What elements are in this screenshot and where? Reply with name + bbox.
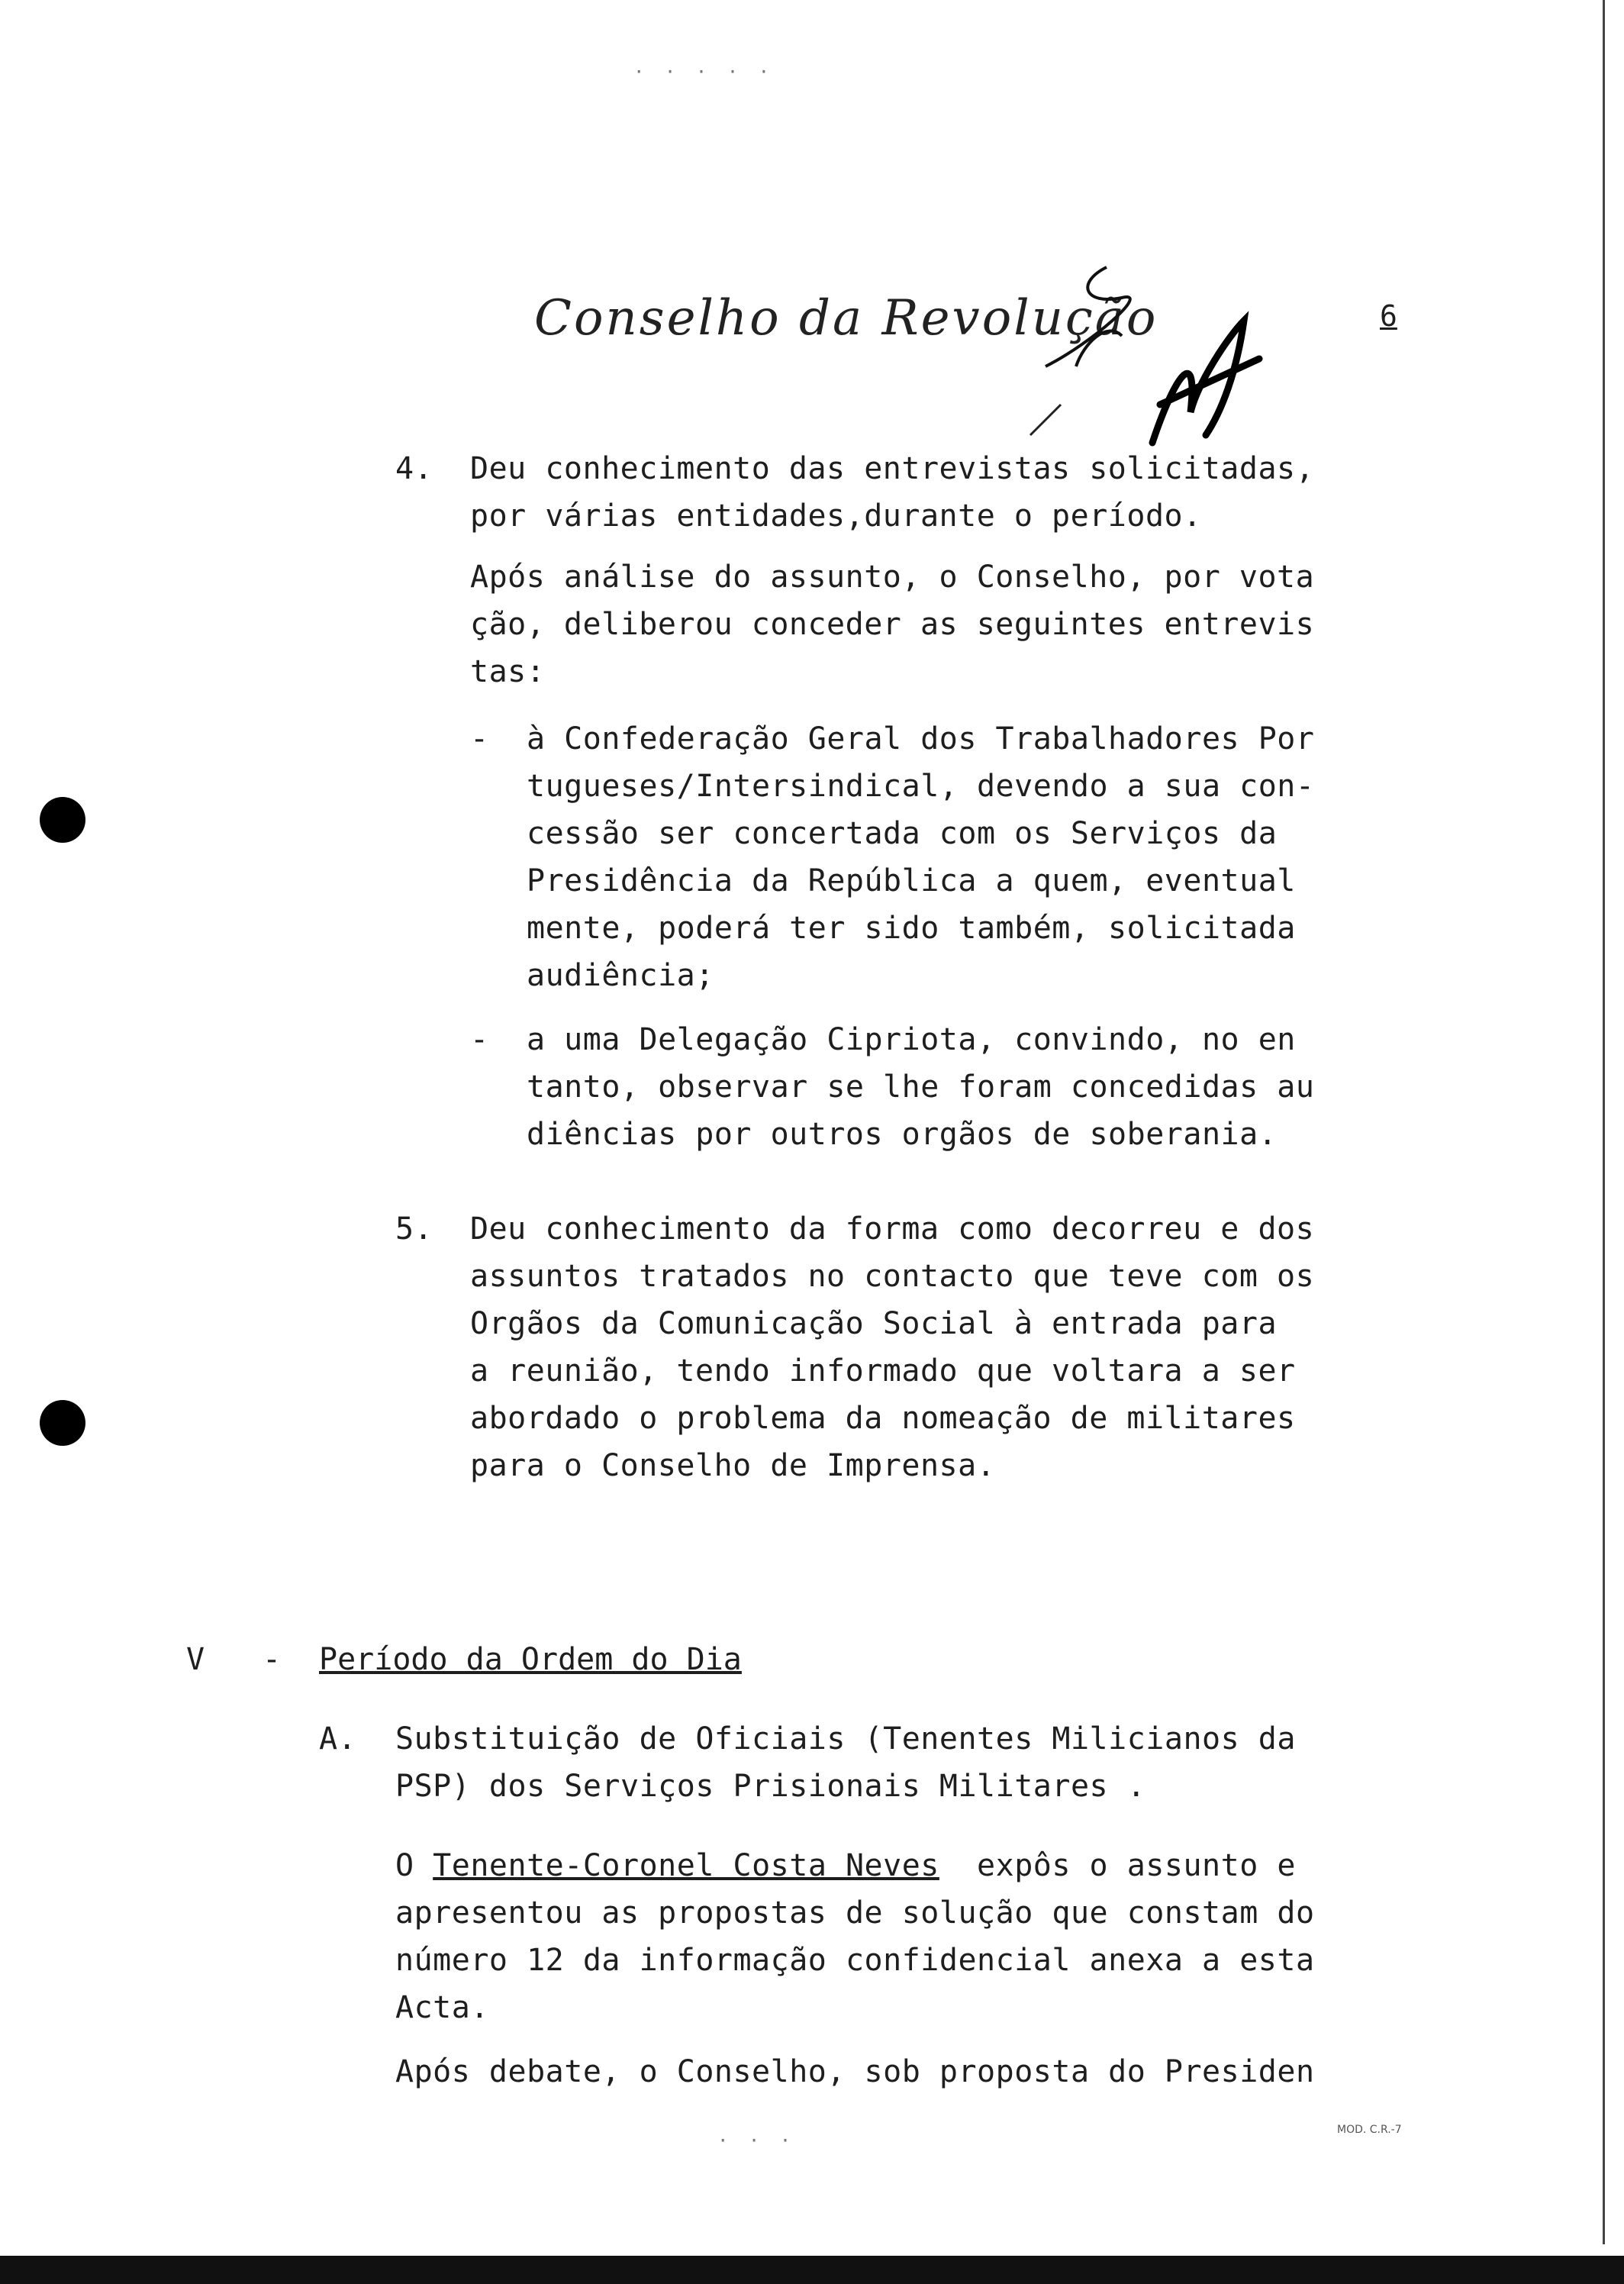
item5-line4: a reunião, tendo informado que voltara a ser <box>470 1353 1296 1389</box>
item5-line5: abordado o problema da nomeação de militares <box>470 1401 1296 1436</box>
section-title: Período da Ordem do Dia <box>319 1642 742 1677</box>
section-roman: V <box>186 1642 205 1677</box>
bottom-scan-edge <box>0 2256 1624 2284</box>
subA-para1-line4: Acta. <box>395 1990 489 2025</box>
subA-letter: A. <box>319 1721 357 1757</box>
item5-number: 5. <box>395 1211 433 1247</box>
item5-line2: assuntos tratados no contacto que teve com os <box>470 1259 1315 1294</box>
item4-para2-line3: tas: <box>470 654 546 689</box>
bullet1-line3: cessão ser concertada com os Serviços da <box>527 816 1278 851</box>
form-code: MOD. C.R.-7 <box>1337 2124 1402 2136</box>
scan-noise: · · · · · <box>633 61 775 82</box>
bullet1-line4: Presidência da República a quem, eventual <box>527 863 1296 898</box>
item4-number: 4. <box>395 451 433 486</box>
scan-noise-bottom: · · · <box>717 2130 796 2151</box>
item4-line2: por várias entidades,durante o período. <box>470 498 1202 534</box>
item5-line6: para o Conselho de Imprensa. <box>470 1448 996 1483</box>
item5-line1: Deu conhecimento da forma como decorreu e dos <box>470 1211 1315 1247</box>
subA-line2: PSP) dos Serviços Prisionais Militares . <box>395 1769 1146 1804</box>
item4-para2-line2: ção, deliberou conceder as seguintes entrevis <box>470 607 1315 642</box>
subA-para1-name: Tenente-Coronel Costa Neves <box>433 1848 939 1883</box>
subA-para2: Após debate, o Conselho, sob proposta do Presiden <box>395 2054 1315 2089</box>
bullet1-line2: tugueses/Intersindical, devendo a sua con- <box>527 769 1315 804</box>
page-number: 6 <box>1380 299 1397 333</box>
handwritten-signature <box>969 252 1290 450</box>
right-edge-border <box>1603 0 1605 2244</box>
section-dash: - <box>263 1642 282 1677</box>
subA-para1-prefix: O <box>395 1848 433 1883</box>
bullet2-dash: - <box>470 1022 489 1057</box>
item5-line3: Orgãos da Comunicação Social à entrada para <box>470 1306 1278 1341</box>
bullet1-line5: mente, poderá ter sido também, solicitada <box>527 911 1296 946</box>
bullet2-line2: tanto, observar se lhe foram concedidas au <box>527 1069 1315 1105</box>
item4-line1: Deu conhecimento das entrevistas solicitadas, <box>470 451 1315 486</box>
subA-para1-line2: apresentou as propostas de solução que constam do <box>395 1895 1315 1931</box>
letterhead-title: Conselho da Revolução <box>534 290 1158 347</box>
subA-para1-line1 <box>395 1847 1296 1884</box>
binder-hole-top <box>40 797 85 843</box>
bullet2-line3: diências por outros orgãos de soberania. <box>527 1117 1278 1152</box>
bullet1-line1: à Confederação Geral dos Trabalhadores Por <box>527 721 1315 756</box>
subA-para1-line3: número 12 da informação confidencial anexa a esta <box>395 1943 1315 1978</box>
binder-hole-bottom <box>40 1400 85 1446</box>
bullet1-line6: audiência; <box>527 958 714 993</box>
bullet1-dash: - <box>470 721 489 756</box>
subA-para1-rest: expôs o assunto e <box>939 1848 1296 1883</box>
item4-para2-line1: Após análise do assunto, o Conselho, por vota <box>470 560 1315 595</box>
bullet2-line1: a uma Delegação Cipriota, convindo, no en <box>527 1022 1296 1057</box>
subA-line1: Substituição de Oficiais (Tenentes Milicianos da <box>395 1721 1296 1757</box>
